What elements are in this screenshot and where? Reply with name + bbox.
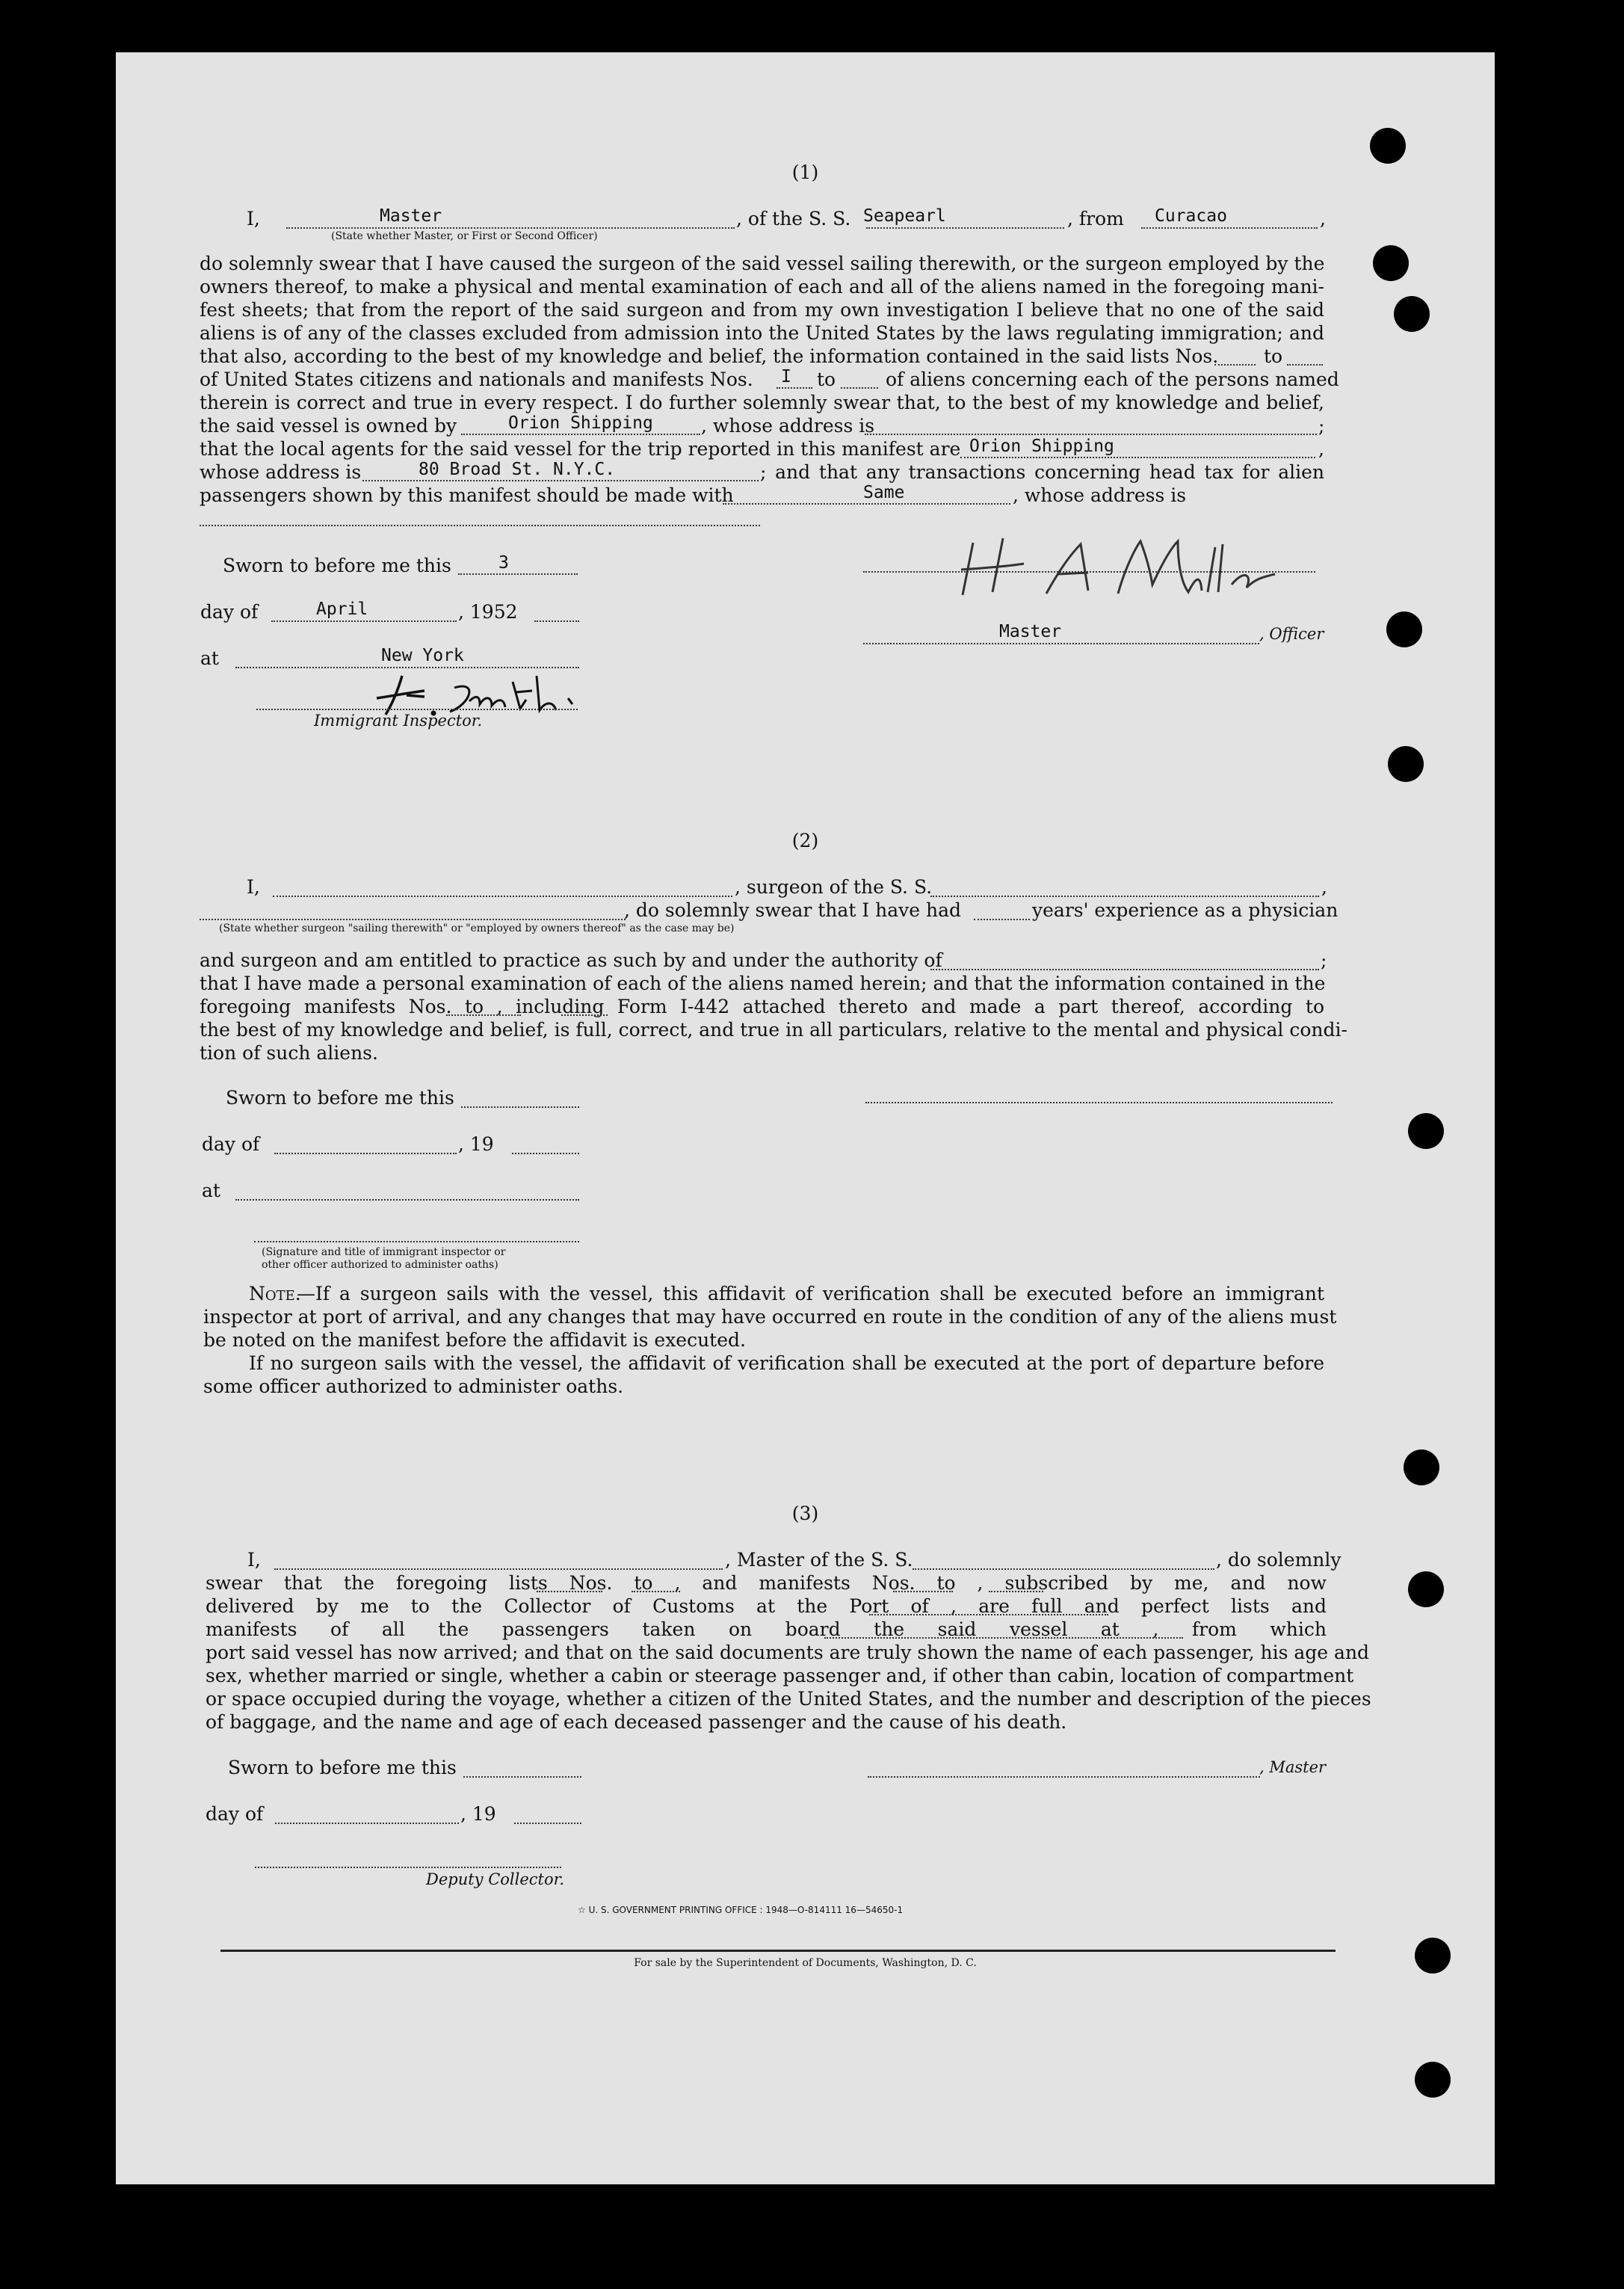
s2-nos-to-line	[561, 1014, 608, 1016]
s2-place-line	[235, 1199, 579, 1201]
s2-body-line: that I have made a personal examination of each of the aliens named herein; and that the information contained in the	[200, 973, 1326, 994]
s1-from-label: , from	[1067, 208, 1124, 229]
footer-rule	[220, 1950, 1336, 1952]
s1-master-line	[286, 227, 735, 229]
s1-master-value: Master	[380, 206, 442, 226]
s2-sig-caption-1: (Signature and title of immigrant inspector or	[262, 1246, 506, 1258]
s1-manifest-from-line	[777, 387, 812, 389]
s1-rank-value: Master	[999, 622, 1062, 641]
s2-note-label: Note.	[249, 1283, 301, 1304]
s2-sig-caption-2: other officer authorized to administer oaths)	[262, 1259, 498, 1271]
s1-body-line: fest sheets; that from the report of the said surgeon and from my own investigation I believe that no one of the said	[200, 299, 1324, 321]
s2-body-line: the best of my knowledge and belief, is full, correct, and true in all particulars, relative to the mental and physical condi-	[200, 1019, 1347, 1041]
s3-manifests-to-line	[989, 1591, 1043, 1592]
s3-body-line: delivered by me to the Collector of Customs at the Port of , are full and perfect lists and	[206, 1595, 1327, 1617]
s1-owned-b: , whose address is	[701, 415, 875, 437]
s1-body-line: owners thereof, to make a physical and mental examination of each and all of the aliens named in the foregoing mani-	[200, 276, 1324, 298]
s3-deputy-label: Deputy Collector.	[426, 1870, 565, 1888]
s3-master-line	[868, 1776, 1260, 1778]
s3-master-of: , Master of the S. S.	[725, 1549, 913, 1571]
printing-office-note: ☆ U. S. GOVERNMENT PRINTING OFFICE : 1948—O-814111 16—54650-1	[578, 1905, 904, 1915]
s3-year-prefix: , 19	[460, 1803, 496, 1825]
punch-hole	[1415, 1938, 1451, 1974]
form-page	[116, 52, 1495, 2184]
s2-inspector-line	[254, 1241, 579, 1242]
s1-owner-line	[461, 434, 700, 435]
s1-therein-line: therein is correct and true in every respect. I do further solemnly swear that, to the best of my knowledge and belief,	[200, 392, 1324, 413]
punch-hole	[1394, 296, 1430, 332]
s2-sworn-line	[461, 1106, 579, 1108]
s1-at-label: at	[200, 647, 219, 669]
s2-i-prefix: I,	[247, 876, 260, 898]
s3-i-prefix: I,	[247, 1549, 261, 1571]
master-signature	[934, 522, 1278, 604]
s1-agents-a: that the local agents for the said vessel for the trip reported in this manifest are	[200, 438, 961, 460]
punch-hole	[1388, 746, 1424, 782]
s1-place-value: New York	[381, 646, 464, 665]
punch-hole	[1373, 245, 1409, 281]
s2-last-line: tion of such aliens.	[200, 1042, 378, 1064]
s3-lists-from-line	[537, 1591, 602, 1592]
s3-sworn-line	[463, 1776, 581, 1778]
s1-passengers-b: , whose address is	[1013, 484, 1187, 506]
s1-address-line	[362, 480, 759, 481]
s2-caption: (State whether surgeon "sailing therewith" or "employed by owners thereof" as the case may be)	[219, 922, 735, 934]
s1-vessel-line	[866, 227, 1064, 229]
s1-address-a: whose address is	[200, 461, 362, 483]
s1-i-prefix: I,	[247, 208, 260, 229]
s1-continuation-line	[200, 525, 760, 526]
s2-authority: and surgeon and am entitled to practice as such by and under the authority of	[200, 949, 942, 971]
s1-inspector-line	[256, 709, 578, 710]
punch-hole	[1370, 128, 1406, 164]
s1-signature-line	[863, 571, 1315, 573]
s1-comma: ,	[1318, 438, 1324, 460]
s1-year-value: , 1952	[458, 601, 518, 623]
punch-hole	[1404, 1450, 1439, 1485]
s2-years-line	[974, 919, 1030, 920]
s1-manifest-from: I	[781, 367, 791, 386]
punch-hole	[1415, 2062, 1451, 2098]
s1-to-word: to	[1264, 345, 1283, 367]
s1-owned-a: the said vessel is owned by	[200, 415, 457, 437]
s2-note2-line: If no surgeon sails with the vessel, the affidavit of verification shall be executed at the port of departure before	[249, 1352, 1324, 1374]
s1-lists-to-line	[1287, 364, 1323, 366]
s1-month-line	[271, 620, 457, 622]
s1-address-value: 80 Broad St. N.Y.C.	[419, 460, 616, 479]
s1-inspector-label: Immigrant Inspector.	[314, 712, 483, 730]
s1-semicolon: ;	[1318, 415, 1325, 437]
s1-rank-line	[863, 643, 1259, 644]
s1-agents-line	[960, 457, 1315, 458]
section-2-number: (2)	[791, 830, 819, 851]
s2-authority-line	[930, 969, 1319, 970]
s3-master-label: , Master	[1259, 1758, 1327, 1776]
s3-last-line: of baggage, and the name and age of each deceased passenger and the cause of his death.	[206, 1711, 1067, 1733]
s1-lists-from-line	[1214, 364, 1256, 366]
s3-deputy-line	[255, 1867, 561, 1868]
s3-boarding-line	[824, 1637, 1183, 1639]
s2-signature-line	[865, 1102, 1333, 1103]
s1-of-ss: , of the S. S.	[736, 208, 851, 229]
s1-day-label: day of	[200, 601, 259, 623]
s3-body-line: sex, whether married or single, whether a cabin or steerage passenger and, if other than cabin, location of compartment	[206, 1665, 1354, 1686]
s2-vessel-line	[930, 896, 1319, 897]
s1-body-line: aliens is of any of the classes excluded from admission into the United States by the laws regulating immigration; and	[200, 322, 1324, 344]
s3-body-line: manifests of all the passengers taken on board the said vessel at , from which	[206, 1618, 1327, 1640]
s3-name-line	[274, 1568, 723, 1570]
s2-comma: ,	[1321, 876, 1327, 898]
s1-passengers-value: Same	[863, 483, 905, 502]
s2-note-line: —If a surgeon sails with the vessel, this affidavit of verification shall be executed before an immigrant	[297, 1283, 1324, 1304]
s2-note-line: inspector at port of arrival, and any changes that may have occurred en route in the condition of any of the aliens must	[203, 1306, 1337, 1328]
section-1-number: (1)	[791, 161, 819, 183]
s2-day-label: day of	[202, 1133, 260, 1155]
s3-body-line: port said vessel has now arrived; and that on the said documents are truly shown the name of each passenger, his age and	[206, 1642, 1370, 1663]
s2-sworn-label: Sworn to before me this	[226, 1087, 454, 1109]
s1-citizens-b: of aliens concerning each of the persons named	[886, 369, 1339, 390]
s3-day-label: day of	[206, 1803, 264, 1825]
s1-officer-label: , Officer	[1259, 625, 1324, 643]
s2-status-line	[200, 919, 626, 920]
s2-name-line	[273, 896, 732, 897]
s2-year-line	[512, 1153, 579, 1154]
s1-citizens-a: of United States citizens and nationals and manifests Nos.	[200, 369, 753, 390]
s1-sworn-label: Sworn to before me this	[223, 555, 451, 576]
s1-vessel-value: Seapearl	[863, 206, 946, 226]
s2-surgeon-of: , surgeon of the S. S.	[735, 876, 933, 898]
sale-note: For sale by the Superintendent of Documents, Washington, D. C.	[634, 1957, 977, 1969]
s2-swear: , do solemnly swear that I have had	[624, 899, 962, 921]
s2-note-last: be noted on the manifest before the affidavit is executed.	[203, 1329, 746, 1351]
s1-sworn-line	[458, 573, 578, 575]
s2-month-line	[274, 1153, 457, 1154]
s3-sworn-label: Sworn to before me this	[228, 1757, 457, 1778]
punch-hole	[1386, 611, 1422, 647]
s3-port-line	[869, 1614, 1108, 1615]
s1-agents-value: Orion Shipping	[969, 437, 1114, 456]
s1-body-line: do solemnly swear that I have caused the surgeon of the said vessel sailing therewith, or the surgeon employed by the	[200, 253, 1325, 274]
s2-note2-last: some officer authorized to administer oaths.	[203, 1375, 624, 1397]
s3-lists-to-line	[632, 1591, 680, 1592]
s3-body-line: or space occupied during the voyage, whether a citizen of the United States, and the number and description of the pieces	[206, 1688, 1371, 1710]
s1-master-caption: (State whether Master, or First or Second Officer)	[331, 230, 598, 242]
s1-from-end: ,	[1320, 208, 1326, 229]
section-3-number: (3)	[791, 1503, 819, 1524]
s3-vessel-line	[913, 1568, 1214, 1570]
s1-month-value: April	[316, 600, 368, 619]
s2-semicolon: ;	[1321, 949, 1327, 971]
s3-solemnly: , do solemnly	[1216, 1549, 1342, 1571]
s1-owner-value: Orion Shipping	[508, 413, 653, 433]
s1-passengers-a: passengers shown by this manifest should be made with	[200, 484, 734, 506]
s3-month-line	[275, 1823, 459, 1824]
s1-from-line	[1141, 227, 1318, 229]
s2-year-prefix: , 19	[458, 1133, 494, 1155]
s3-year-line	[514, 1823, 581, 1824]
s3-manifests-from-line	[893, 1591, 953, 1592]
s1-from-value: Curacao	[1155, 206, 1227, 226]
s1-owner-address-line	[865, 434, 1317, 435]
s1-passengers-line	[723, 503, 1010, 505]
punch-hole	[1408, 1571, 1444, 1607]
s1-sworn-day: 3	[498, 553, 509, 573]
s2-years: years' experience as a physician	[1032, 899, 1339, 921]
s3-body-line: swear that the foregoing lists Nos. to , and manifests Nos. to , subscribed by me, and now	[206, 1572, 1327, 1594]
s1-manifest-to-line	[841, 387, 878, 389]
s1-body-line: that also, according to the best of my knowledge and belief, the information contained in the said lists Nos.	[200, 345, 1219, 367]
s2-at-label: at	[202, 1180, 220, 1201]
punch-hole	[1408, 1113, 1444, 1149]
s1-year-line	[534, 620, 579, 622]
s1-address-b: ; and that any transactions concerning head tax for alien	[760, 461, 1324, 483]
s2-nos-from-line	[446, 1014, 521, 1016]
s2-body-line: foregoing manifests Nos. to , including Form I-442 attached thereto and made a part thereof, according to	[200, 996, 1324, 1017]
s1-to-word-2: to	[817, 369, 836, 390]
